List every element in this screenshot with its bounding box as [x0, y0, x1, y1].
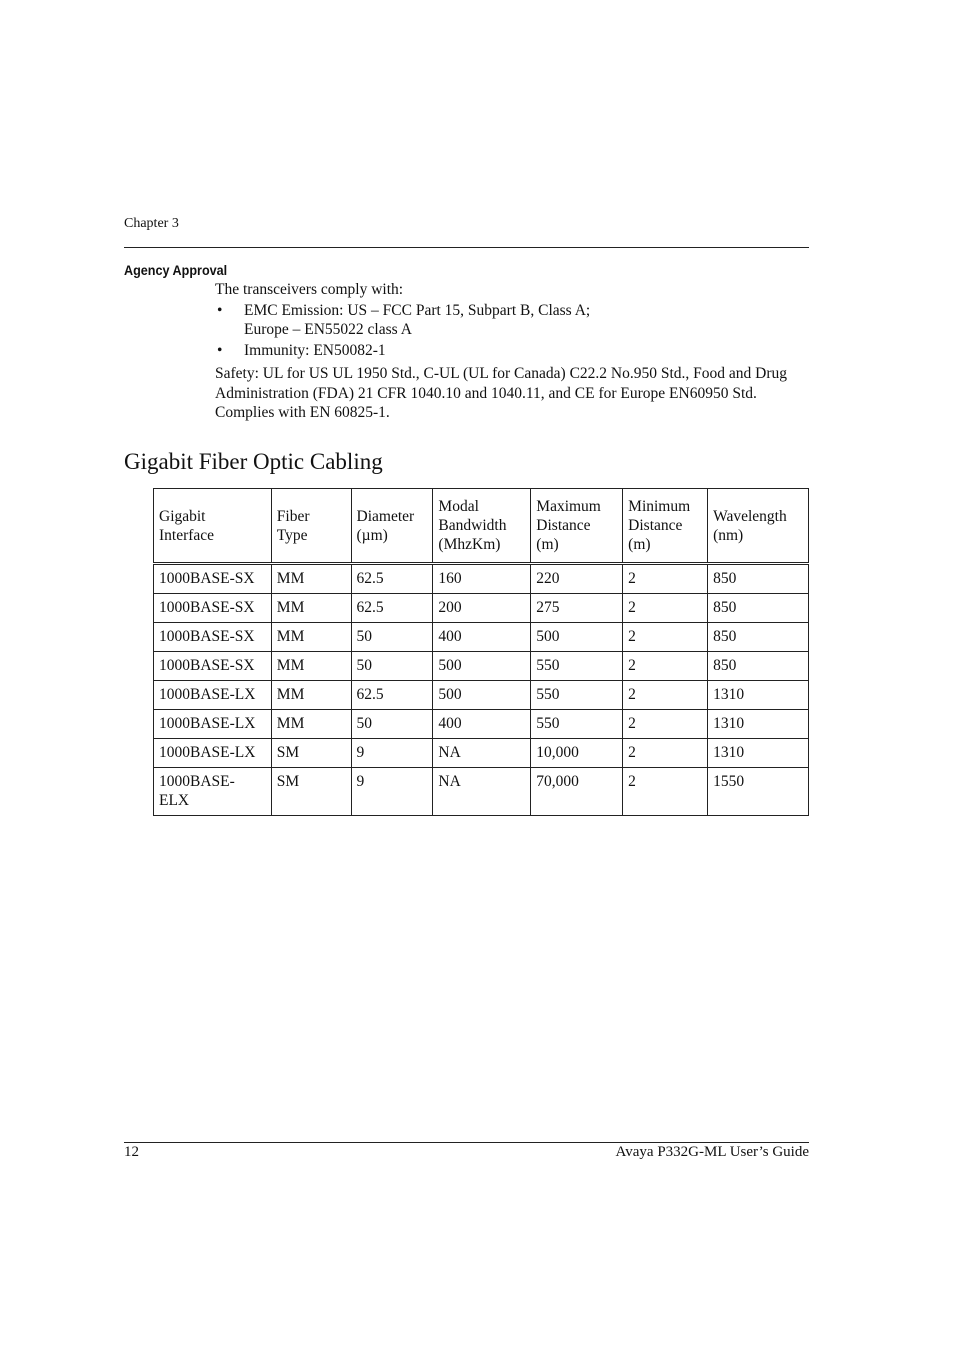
- table-cell: 1000BASE-LX: [154, 739, 272, 768]
- header-line: Fiber: [276, 507, 310, 525]
- table-row: [154, 594, 809, 623]
- column-header: [271, 489, 351, 564]
- cell-line: ELX: [159, 792, 190, 809]
- column-header: [623, 489, 708, 564]
- table-cell: SM: [271, 739, 351, 768]
- table-cell: 62.5: [351, 564, 433, 594]
- table-cell: MM: [271, 652, 351, 681]
- table-cell: MM: [271, 681, 351, 710]
- table-cell: 275: [531, 594, 623, 623]
- header-line: Minimum: [628, 498, 691, 515]
- table-cell: 2: [623, 594, 708, 623]
- table-cell: 2: [623, 564, 708, 594]
- header-line: Distance: [628, 517, 683, 534]
- table-cell: 850: [708, 623, 809, 652]
- header-line: (m): [628, 536, 651, 553]
- table-cell: 850: [708, 652, 809, 681]
- table-cell: 70,000: [531, 768, 623, 816]
- table-cell: SM: [271, 768, 351, 816]
- agency-approval-body: [215, 280, 809, 423]
- table-row: [154, 623, 809, 652]
- table-cell: 850: [708, 594, 809, 623]
- table-row: [154, 710, 809, 739]
- table-cell: 2: [623, 768, 708, 816]
- header-divider: [124, 247, 809, 248]
- table-cell: 50: [351, 652, 433, 681]
- footer-divider: [124, 1142, 809, 1143]
- table-cell: 1000BASE-LX: [154, 710, 272, 739]
- table-cell: 50: [351, 710, 433, 739]
- table-cell: 9: [351, 739, 433, 768]
- table-cell: 2: [623, 681, 708, 710]
- compliance-list: [215, 301, 809, 361]
- table-cell: 1550: [708, 768, 809, 816]
- header-line: Maximum: [536, 498, 601, 515]
- header-line: Interface: [159, 526, 215, 544]
- table-header-row: [154, 489, 809, 564]
- table-cell: 10,000: [531, 739, 623, 768]
- table-cell: MM: [271, 594, 351, 623]
- table-cell: 2: [623, 739, 708, 768]
- section-title: Gigabit Fiber Optic Cabling: [124, 449, 383, 474]
- table-cell: 1000BASE-SX: [154, 623, 272, 652]
- table-cell: 160: [433, 564, 531, 594]
- bullet-icon: •: [217, 341, 223, 359]
- header-line: Distance: [536, 517, 591, 534]
- table-cell: 550: [531, 652, 623, 681]
- list-item-line: Immunity: EN50082-1: [244, 341, 386, 359]
- list-item-line: Europe – EN55022 class A: [244, 321, 412, 338]
- list-item: [215, 301, 809, 340]
- table-cell: MM: [271, 710, 351, 739]
- table-cell: 62.5: [351, 594, 433, 623]
- bullet-icon: •: [217, 301, 223, 319]
- table-cell: 1310: [708, 681, 809, 710]
- header-line: (m): [536, 536, 559, 553]
- table-row: [154, 652, 809, 681]
- list-item: [215, 341, 809, 361]
- table-cell: [154, 768, 272, 816]
- column-header: [531, 489, 623, 564]
- table-cell: 9: [351, 768, 433, 816]
- table-cell: 1000BASE-SX: [154, 594, 272, 623]
- table-cell: 62.5: [351, 681, 433, 710]
- header-line: Wavelength: [713, 507, 787, 525]
- page-number: 12: [124, 1144, 139, 1160]
- column-header: [351, 489, 433, 564]
- table-cell: MM: [271, 564, 351, 594]
- table-row: [154, 768, 809, 816]
- header-line: (nm): [713, 526, 744, 544]
- header-line: Bandwidth: [438, 517, 507, 534]
- table-cell: 1000BASE-SX: [154, 564, 272, 594]
- table-cell: 50: [351, 623, 433, 652]
- table-cell: 220: [531, 564, 623, 594]
- table-cell: 1000BASE-LX: [154, 681, 272, 710]
- header-line: Type: [276, 526, 308, 544]
- table-row: [154, 681, 809, 710]
- table-cell: 2: [623, 710, 708, 739]
- table-cell: MM: [271, 623, 351, 652]
- header-line: Modal: [438, 498, 479, 515]
- header-line: (MhzKm): [438, 536, 501, 553]
- header-line: Diameter: [356, 507, 415, 525]
- table-cell: 550: [531, 710, 623, 739]
- table-cell: 200: [433, 594, 531, 623]
- table-cell: 2: [623, 652, 708, 681]
- cell-line: 1000BASE-: [159, 773, 235, 790]
- table-cell: 400: [433, 623, 531, 652]
- safety-paragraph: Safety: UL for US UL 1950 Std., C-UL (UL for Canada) C22.2 No.950 Std., Food and Drug Administration (FDA) 21 CFR 1040.10 and 1040.11, and CE for Europe EN60950 Std. Complies with EN 60825-1.: [215, 365, 788, 421]
- table-cell: NA: [433, 768, 531, 816]
- guide-title: Avaya P332G-ML User’s Guide: [615, 1144, 809, 1160]
- header-line: Gigabit: [159, 507, 206, 525]
- table-cell: 1000BASE-SX: [154, 652, 272, 681]
- cabling-table: [153, 488, 809, 816]
- table-row: [154, 564, 809, 594]
- column-header: [708, 489, 809, 564]
- list-item-line: EMC Emission: US – FCC Part 15, Subpart B, Class A;: [244, 301, 591, 319]
- table-cell: 500: [433, 652, 531, 681]
- agency-approval-heading: Agency Approval: [124, 262, 228, 278]
- table-cell: 1310: [708, 710, 809, 739]
- table-cell: 400: [433, 710, 531, 739]
- table-cell: NA: [433, 739, 531, 768]
- agency-intro: The transceivers comply with:: [215, 281, 404, 298]
- table-cell: 1310: [708, 739, 809, 768]
- table-row: [154, 739, 809, 768]
- table-cell: 500: [531, 623, 623, 652]
- table-cell: 850: [708, 564, 809, 594]
- table-cell: 2: [623, 623, 708, 652]
- chapter-label: Chapter 3: [124, 216, 179, 231]
- column-header: [433, 489, 531, 564]
- header-line: (µm): [356, 526, 388, 544]
- table-cell: 550: [531, 681, 623, 710]
- column-header: [154, 489, 272, 564]
- table-cell: 500: [433, 681, 531, 710]
